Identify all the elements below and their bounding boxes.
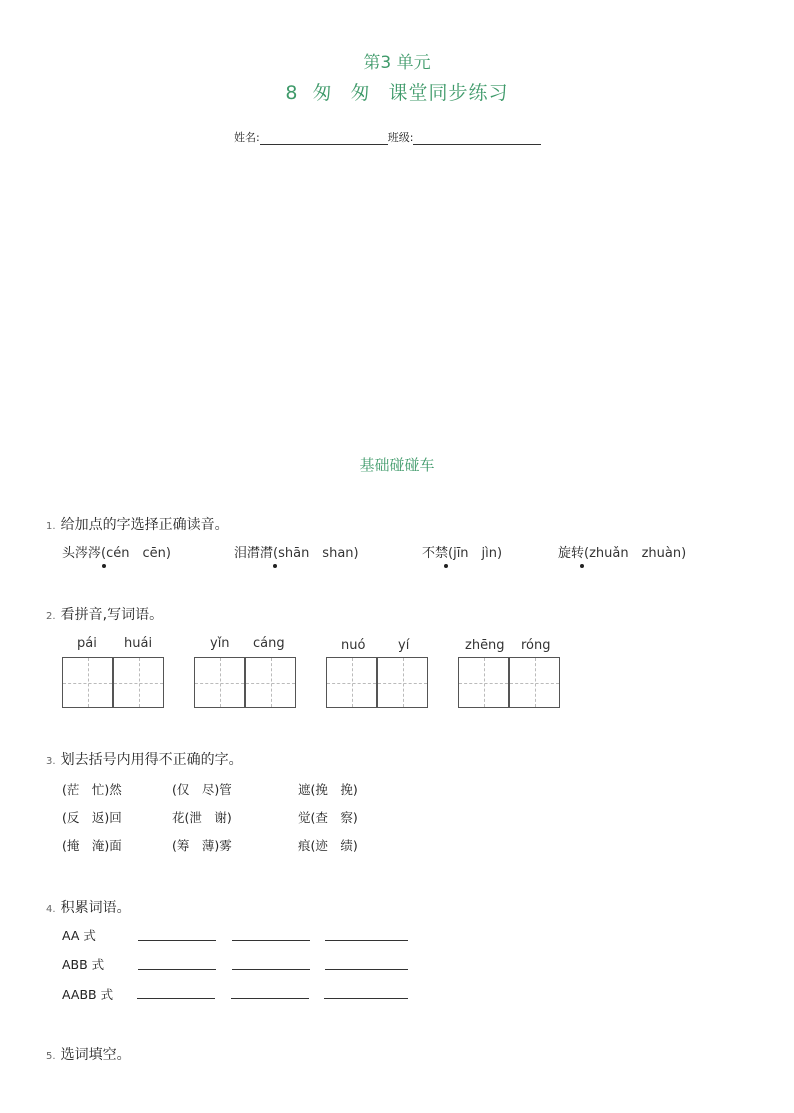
- lesson-title-char-2: 匆: [350, 82, 371, 104]
- writing-box[interactable]: [194, 657, 245, 708]
- emphasis-dot: [580, 564, 584, 568]
- question-text: 划去括号内用得不正确的字。: [60, 752, 243, 768]
- pinyin-label: cáng: [253, 636, 285, 651]
- question-number: 1.: [46, 521, 56, 532]
- q1-options: (zhuǎn zhuàn): [584, 546, 687, 561]
- name-label: 姓名:: [234, 131, 260, 144]
- question-number: 5.: [46, 1051, 56, 1062]
- q3-cell: 觉(查 察): [298, 810, 358, 825]
- lesson-title: [0, 78, 794, 105]
- answer-blank[interactable]: [231, 998, 309, 999]
- pinyin-label: zhēng: [465, 638, 505, 653]
- question-1: [46, 514, 229, 534]
- class-field[interactable]: [413, 132, 541, 145]
- q1-options: (cén cēn): [101, 546, 171, 561]
- q3-cell: (掩 淹)面: [62, 838, 122, 853]
- question-number: 3.: [46, 756, 56, 767]
- unit-title: 第3 单元: [363, 53, 431, 73]
- name-field[interactable]: [260, 132, 388, 145]
- answer-blank[interactable]: [137, 998, 215, 999]
- lesson-title-char-1: 匆: [312, 82, 333, 104]
- section-title: 基础碰碰车: [359, 456, 435, 474]
- q3-cell: (茫 忙)然: [62, 782, 122, 797]
- student-info: [234, 129, 541, 145]
- answer-blank[interactable]: [325, 940, 408, 941]
- writing-box[interactable]: [458, 657, 509, 708]
- q1-word: 旋转: [558, 546, 585, 561]
- q3-cell: (反 返)回: [62, 810, 122, 825]
- answer-blank[interactable]: [138, 940, 216, 941]
- q3-cell: 遮(挽 挽): [298, 782, 358, 797]
- writing-box[interactable]: [113, 657, 164, 708]
- answer-blank[interactable]: [324, 998, 408, 999]
- question-text: 选词填空。: [60, 1047, 131, 1063]
- lesson-number: 8: [285, 82, 299, 104]
- word-pattern-label: ABB 式: [62, 957, 105, 972]
- q1-item: [422, 542, 502, 561]
- q3-cell: (筹 薄)雾: [172, 838, 232, 853]
- pinyin-label: nuó: [341, 638, 366, 653]
- answer-blank[interactable]: [232, 940, 310, 941]
- question-3: [46, 749, 243, 769]
- emphasis-dot: [273, 564, 277, 568]
- q3-cell: 痕(迹 绩): [298, 838, 358, 853]
- question-2: [46, 604, 163, 624]
- word-pattern-label: AABB 式: [62, 987, 114, 1002]
- answer-blank[interactable]: [325, 969, 408, 970]
- pinyin-label: yǐn: [210, 636, 230, 651]
- answer-blank[interactable]: [232, 969, 310, 970]
- word-pattern-label: AA 式: [62, 928, 96, 943]
- question-number: 4.: [46, 904, 56, 915]
- pinyin-label: róng: [521, 638, 551, 653]
- question-number: 2.: [46, 611, 56, 622]
- emphasis-dot: [444, 564, 448, 568]
- question-4: [46, 897, 131, 917]
- question-text: 给加点的字选择正确读音。: [60, 517, 229, 533]
- writing-box[interactable]: [509, 657, 560, 708]
- pinyin-label: pái: [77, 636, 97, 651]
- writing-box[interactable]: [245, 657, 296, 708]
- question-text: 看拼音,写词语。: [60, 607, 164, 623]
- pinyin-label: yí: [398, 638, 410, 653]
- q1-item: [558, 542, 686, 561]
- question-5: [46, 1044, 131, 1064]
- pinyin-label: huái: [124, 636, 153, 651]
- q1-word: 泪潸潸: [234, 546, 274, 561]
- answer-blank[interactable]: [138, 969, 216, 970]
- question-text: 积累词语。: [60, 900, 131, 916]
- q1-options: (jīn jìn): [448, 546, 503, 561]
- writing-box[interactable]: [326, 657, 377, 708]
- writing-box[interactable]: [62, 657, 113, 708]
- class-label: 班级:: [387, 131, 414, 144]
- q1-options: (shān shan): [273, 546, 359, 561]
- writing-box[interactable]: [377, 657, 428, 708]
- q1-word: 头涔涔: [62, 546, 102, 561]
- q1-item: [234, 542, 359, 561]
- emphasis-dot: [102, 564, 106, 568]
- q1-item: [62, 542, 171, 561]
- lesson-subtitle: 课堂同步练习: [388, 82, 509, 104]
- q1-word: 不禁: [422, 546, 449, 561]
- q3-cell: (仅 尽)管: [172, 782, 232, 797]
- q3-cell: 花(泄 谢): [172, 810, 232, 825]
